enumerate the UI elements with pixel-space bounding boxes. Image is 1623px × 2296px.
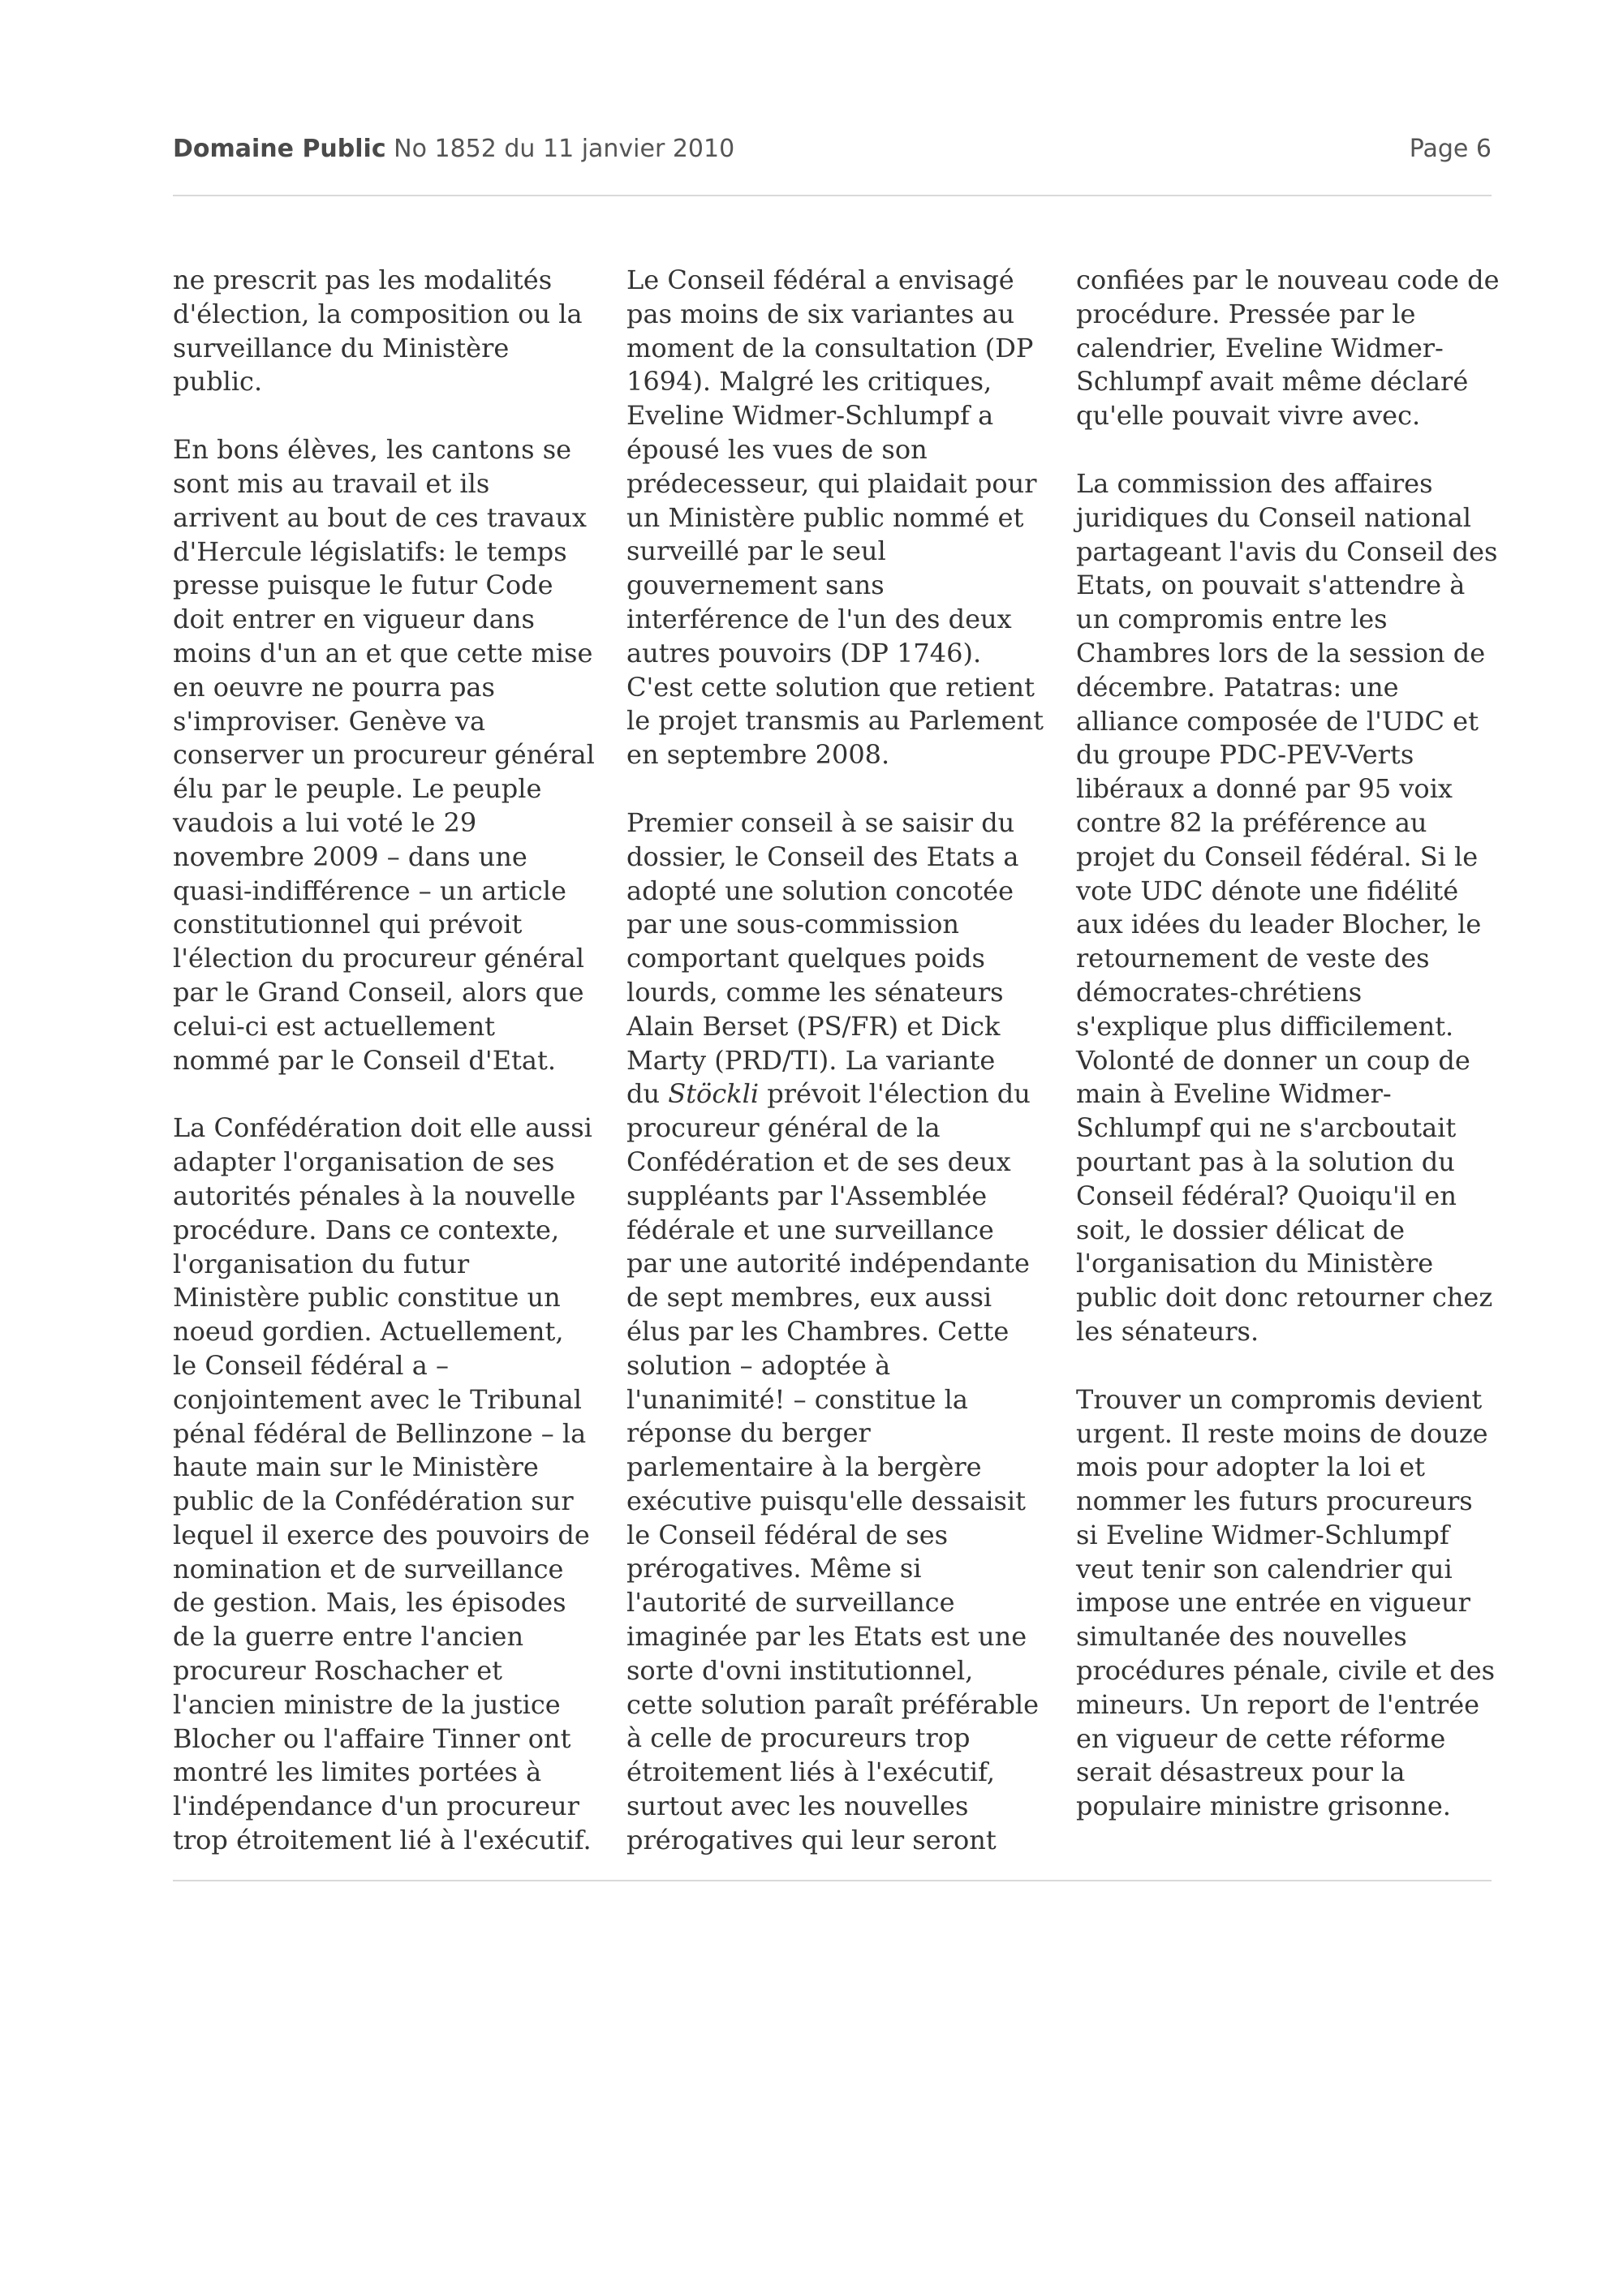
text-line: exécutive puisqu'elle dessaisit	[626, 1485, 1026, 1516]
text-line: démocrates-chrétiens	[1076, 976, 1363, 1008]
text-line: l'organisation du futur	[173, 1248, 470, 1279]
text-line: urgent. Il reste moins de douze	[1076, 1417, 1488, 1449]
text-line: Schlumpf avait même déclaré	[1076, 366, 1469, 398]
text-line: solution – adoptée à	[626, 1349, 891, 1381]
text-line: l'organisation du Ministère	[1076, 1248, 1434, 1279]
text-line: montré les limites portées à	[173, 1756, 542, 1788]
header-divider	[173, 195, 1492, 196]
text-line: Premier conseil à se saisir du	[626, 806, 1015, 838]
paragraph	[173, 433, 595, 1077]
text-line: Trouver un compromis devient	[1076, 1383, 1483, 1415]
text-line: public.	[173, 366, 263, 398]
text-column-2	[626, 264, 1048, 1858]
text-line: procédure. Dans ce contexte,	[173, 1214, 560, 1245]
text-column-3	[1076, 264, 1498, 1824]
text-line: adopté une solution concotée	[626, 875, 1014, 906]
text-line: un compromis entre les	[1076, 604, 1388, 635]
text-line: adapter l'organisation de ses	[173, 1146, 555, 1178]
text-line: l'indépendance d'un procureur	[173, 1791, 579, 1822]
text-line: libéraux a donné par 95 voix	[1076, 773, 1453, 805]
paragraph	[1076, 467, 1498, 1349]
text-line: soit, le dossier délicat de	[1076, 1214, 1406, 1245]
text-line: les sénateurs.	[1076, 1315, 1259, 1347]
text-line: le Conseil fédéral a –	[173, 1349, 449, 1381]
text-line: conserver un procureur général	[173, 739, 595, 771]
text-line: procédures pénale, civile et des	[1076, 1655, 1496, 1687]
text-line: veut tenir son calendrier qui	[1076, 1553, 1453, 1584]
text-line: en vigueur de cette réforme	[1076, 1722, 1446, 1754]
text-line: Ministère public constitue un	[173, 1282, 561, 1314]
text-line: moins d'un an et que cette mise	[173, 637, 593, 669]
text-line: dossier, le Conseil des Etats a	[626, 841, 1019, 872]
publication-line	[173, 135, 734, 163]
text-line: vote UDC dénote une fidélité	[1076, 875, 1459, 906]
text-line: juridiques du Conseil national	[1076, 501, 1471, 533]
text-line: d'élection, la composition ou la	[173, 298, 583, 329]
text-line: Confédération et de ses deux	[626, 1146, 1011, 1177]
text-line: épousé les vues de son	[626, 433, 928, 465]
text-line: constitutionnel qui prévoit	[173, 909, 523, 940]
text-line: l'unanimité! – constitue la	[626, 1383, 968, 1415]
paragraph	[173, 264, 595, 399]
text-line: l'élection du procureur général	[173, 943, 584, 974]
text-line: En bons élèves, les cantons se	[173, 434, 572, 466]
text-line: La Confédération doit elle aussi	[173, 1112, 592, 1144]
text-line: sont mis au travail et ils	[173, 467, 490, 499]
text-line: par le Grand Conseil, alors que	[173, 976, 584, 1008]
paragraph	[626, 806, 1048, 1858]
text-line: Marty (PRD/TI). La variante	[626, 1044, 996, 1076]
text-line: populaire ministre grisonne.	[1076, 1791, 1451, 1822]
text-line: sorte d'ovni institutionnel,	[626, 1654, 974, 1686]
text-line: Eveline Widmer-Schlumpf a	[626, 400, 994, 432]
text-line: serait désastreux pour la	[1076, 1756, 1406, 1788]
text-line: confiées par le nouveau code de	[1076, 264, 1500, 295]
text-line: parlementaire à la bergère	[626, 1451, 982, 1483]
text-line: presse puisque le futur Code	[173, 570, 553, 601]
paragraph	[1076, 1383, 1498, 1824]
text-line: prédecesseur, qui plaidait pour	[626, 467, 1037, 499]
text-line: public doit donc retourner chez	[1076, 1282, 1493, 1314]
text-line: retournement de veste des	[1076, 943, 1430, 974]
text-line: procureur Roschacher et	[173, 1655, 503, 1687]
text-line: Blocher ou l'affaire Tinner ont	[173, 1722, 571, 1754]
text-line: suppléants par l'Assemblée	[626, 1180, 988, 1211]
text-line: aux idées du leader Blocher, le	[1076, 909, 1482, 940]
text-line: contre 82 la préférence au	[1076, 806, 1427, 838]
text-line: du groupe PDC-PEV-Verts	[1076, 739, 1414, 771]
text-line: s'explique plus difficilement.	[1076, 1010, 1454, 1042]
text-line: surveillé par le seul	[626, 535, 886, 567]
text-line: s'improviser. Genève va	[173, 705, 486, 737]
text-column-1	[173, 264, 595, 1858]
paragraph	[626, 264, 1048, 772]
text-line: La commission des affaires	[1076, 467, 1433, 499]
text-line: en oeuvre ne pourra pas	[173, 671, 495, 703]
page-number: Page 6	[1409, 135, 1492, 163]
text-line: main à Eveline Widmer-	[1076, 1078, 1392, 1110]
text-line: décembre. Patatras: une	[1076, 671, 1399, 703]
text-line: autorités pénales à la nouvelle	[173, 1180, 576, 1211]
text-line: nommer les futurs procureurs	[1076, 1486, 1473, 1517]
text-line: simultanée des nouvelles	[1076, 1621, 1407, 1653]
page-header	[173, 128, 1492, 177]
text-line: surtout avec les nouvelles	[626, 1791, 969, 1822]
text-line: de la guerre entre l'ancien	[173, 1621, 524, 1653]
text-line: imaginée par les Etats est une	[626, 1621, 1027, 1653]
text-line: élus par les Chambres. Cette	[626, 1315, 1010, 1347]
text-line: ne prescrit pas les modalités	[173, 264, 553, 295]
text-line: cette solution paraît préférable	[626, 1688, 1040, 1720]
text-line: trop étroitement lié à l'exécutif.	[173, 1825, 592, 1856]
text-line: quasi-indifférence – un article	[173, 875, 566, 906]
text-line: fédérale et une surveillance	[626, 1214, 994, 1245]
text-line: l'autorité de surveillance	[626, 1587, 955, 1619]
text-line: réponse du berger	[626, 1417, 871, 1449]
text-line: Conseil fédéral? Quoiqu'il en	[1076, 1180, 1457, 1211]
text-line: procureur général de la	[626, 1112, 941, 1144]
text-line: pénal fédéral de Bellinzone – la	[173, 1417, 587, 1449]
text-line: procédure. Pressée par le	[1076, 298, 1416, 329]
text-line: doit entrer en vigueur dans	[173, 604, 535, 635]
paragraph	[1076, 264, 1498, 433]
text-line: gouvernement sans	[626, 570, 885, 601]
text-line: d'Hercule législatifs: le temps	[173, 535, 567, 567]
text-line: élu par le peuple. Le peuple	[173, 773, 542, 805]
text-line: Le Conseil fédéral a envisagé	[626, 264, 1014, 295]
text-line: haute main sur le Ministère	[173, 1451, 539, 1483]
text-line: Schlumpf qui ne s'arcboutait	[1076, 1112, 1457, 1144]
issue-info: No 1852 du 11 janvier 2010	[394, 135, 735, 163]
text-line: vaudois a lui voté le 29	[173, 806, 477, 838]
text-line: conjointement avec le Tribunal	[173, 1383, 582, 1415]
text-line: pourtant pas à la solution du	[1076, 1146, 1455, 1177]
paragraph	[173, 1111, 595, 1858]
text-line: le projet transmis au Parlement	[626, 705, 1044, 737]
text-line: arrivent au bout de ces travaux	[173, 501, 587, 533]
text-line: alliance composée de l'UDC et	[1076, 705, 1479, 737]
text-line: impose une entrée en vigueur	[1076, 1587, 1470, 1619]
text-line: interférence de l'un des deux	[626, 603, 1012, 634]
text-line: moment de la consultation (DP	[626, 332, 1034, 363]
text-line: C'est cette solution que retient	[626, 671, 1035, 703]
text-line: de gestion. Mais, les épisodes	[173, 1587, 566, 1619]
text-line: partageant l'avis du Conseil des	[1076, 535, 1498, 567]
text-line: Volonté de donner un coup de	[1076, 1044, 1470, 1076]
text-line: par une autorité indépendante	[626, 1248, 1030, 1279]
text-line: 1694). Malgré les critiques,	[626, 366, 992, 398]
text-line: si Eveline Widmer-Schlumpf	[1076, 1519, 1449, 1550]
text-line: nomination et de surveillance	[173, 1553, 564, 1584]
text-line: nommé par le Conseil d'Etat.	[173, 1044, 557, 1076]
text-line: l'ancien ministre de la justice	[173, 1688, 561, 1720]
text-line: étroitement liés à l'exécutif,	[626, 1756, 996, 1788]
text-line: le Conseil fédéral de ses	[626, 1519, 949, 1550]
text-line: pas moins de six variantes au	[626, 298, 1015, 329]
text-line: mineurs. Un report de l'entrée	[1076, 1688, 1480, 1720]
text-line: par une sous-commission	[626, 909, 959, 940]
text-line: autres pouvoirs (DP 1746).	[626, 637, 982, 669]
text-line: lequel il exerce des pouvoirs de	[173, 1519, 590, 1550]
text-line: qu'elle pouvait vivre avec.	[1076, 400, 1421, 432]
text-line: Alain Berset (PS/FR) et Dick	[626, 1010, 1001, 1042]
text-line: de sept membres, eux aussi	[626, 1282, 992, 1314]
text-line: Etats, on pouvait s'attendre à	[1076, 570, 1466, 601]
text-line: du Stöckli prévoit l'élection du	[626, 1078, 1031, 1110]
text-line: noeud gordien. Actuellement,	[173, 1316, 564, 1348]
text-line: celui-ci est actuellement	[173, 1010, 496, 1042]
text-line: prérogatives qui leur seront	[626, 1824, 997, 1855]
footer-divider	[173, 1880, 1492, 1881]
text-line: Chambres lors de la session de	[1076, 637, 1486, 669]
text-line: projet du Conseil fédéral. Si le	[1076, 841, 1479, 872]
text-line: prérogatives. Même si	[626, 1553, 922, 1584]
text-line: public de la Confédération sur	[173, 1486, 574, 1517]
text-line: calendrier, Eveline Widmer-	[1076, 332, 1444, 363]
text-line: surveillance du Ministère	[173, 332, 510, 363]
text-line: comportant quelques poids	[626, 943, 985, 974]
text-line: lourds, comme les sénateurs	[626, 976, 1004, 1008]
text-line: un Ministère public nommé et	[626, 501, 1024, 533]
text-line: mois pour adopter la loi et	[1076, 1451, 1426, 1483]
publication-name: Domaine Public	[173, 135, 386, 163]
text-line: à celle de procureurs trop	[626, 1722, 971, 1754]
text-line: en septembre 2008.	[626, 739, 890, 771]
text-line: novembre 2009 – dans une	[173, 841, 527, 872]
